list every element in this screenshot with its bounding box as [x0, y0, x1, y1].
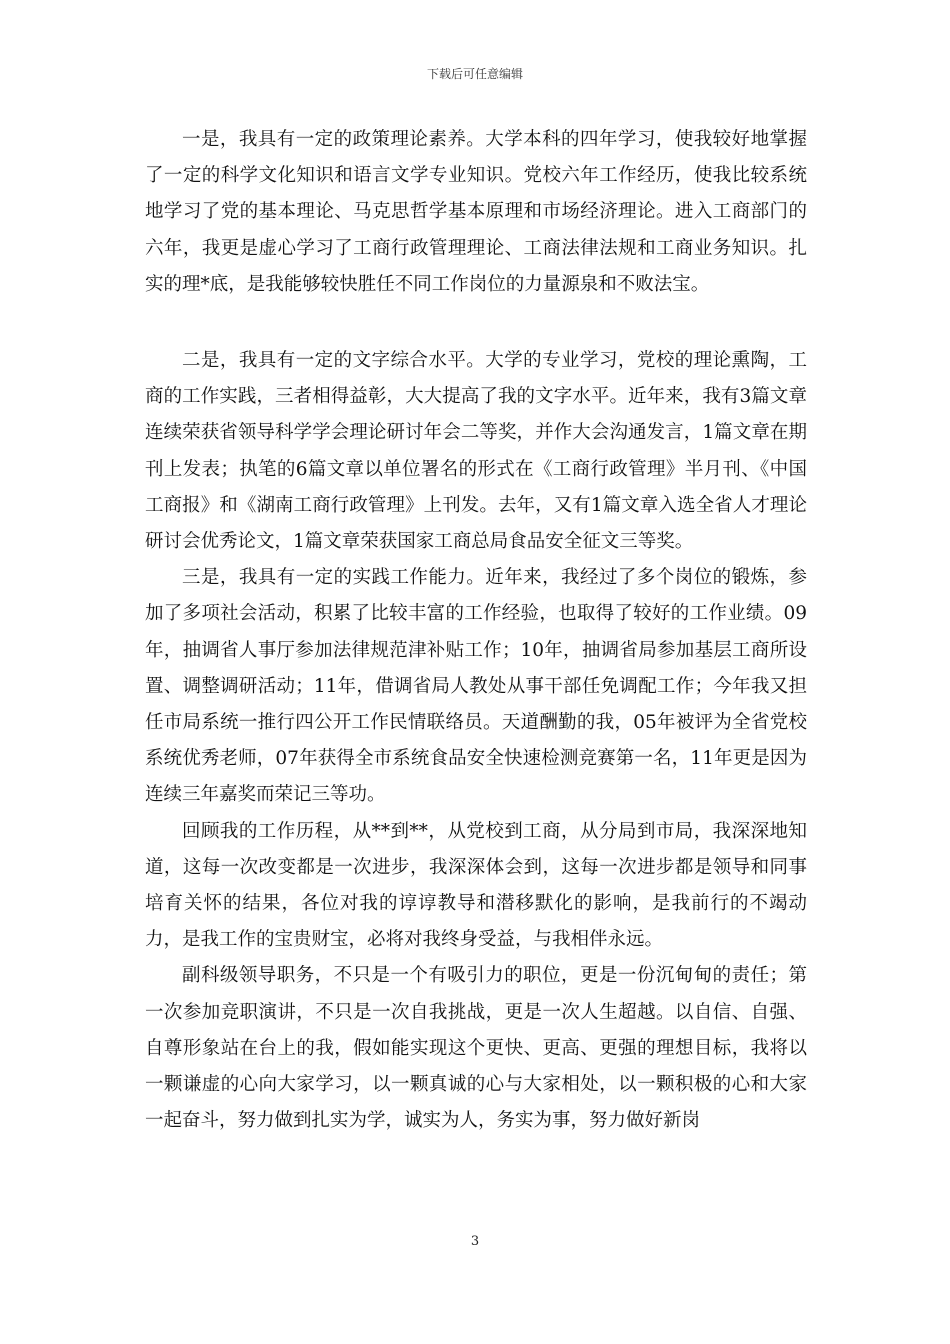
page-number: 3 — [470, 1234, 480, 1249]
paragraph-position-commitment: 副科级领导职务，不只是一个有吸引力的职位，更是一份沉甸甸的责任；第一次参加竞职演讲，不只是一次自我挑战，更是一次人生超越。以自信、自强、自尊形象站在台上的我，假如能实现这个更快、更高、更强的理想目标，我将以一颗谦虚的心向大家学习，以一颗真诚的心与大家相处，以一颗积极的心和大家一起奋斗，努力做到扎实为学，诚实为人，务实为事，努力做好新岗 — [145, 965, 807, 1132]
paragraph-career-review: 回顾我的工作历程，从**到**，从党校到工商，从分局到市局，我深深地知道，这每一次改变都是一次进步，我深深体会到，这每一次进步都是领导和同事培育关怀的结果，各位对我的谆谆教导和潜移默化的影响，是我前行的不竭动力，是我工作的宝贵财宝，必将对我终身受益，与我相伴永远。 — [145, 820, 807, 951]
page-header-note: 下载后可任意编辑 — [426, 67, 523, 81]
paragraph-practical-ability: 三是，我具有一定的实践工作能力。近年来，我经过了多个岗位的锻炼，参加了多项社会活动，积累了比较丰富的工作经验，也取得了较好的工作业绩。09年，抽调省人事厅参加法律规范津补贴工作；10年，抽调省局参加基层工商所设置、调整调研活动；11年，借调省局人教处从事干部任免调配工作；今年我又担任市局系统一推行四公开工作民情联络员。天道酬勤的我，05年被评为全省党校系统优秀老师，07年获得全市系统食品安全快速检测竞赛第一名，11年更是因为连续三年嘉奖而荣记三等功。 — [145, 567, 807, 806]
paragraph-policy-theory: 一是，我具有一定的政策理论素养。大学本科的四年学习，使我较好地掌握了一定的科学文化知识和语言文学专业知识。党校六年工作经历，使我比较系统地学习了党的基本理论、马克思哲学基本原理和市场经济理论。进入工商部门的六年，我更是虚心学习了工商行政管理理论、工商法律法规和工商业务知识。扎实的理*底，是我能够较快胜任不同工作岗位的力量源泉和不败法宝。 — [145, 129, 807, 295]
paragraph-writing-ability: 二是，我具有一定的文字综合水平。大学的专业学习，党校的理论熏陶，工商的工作实践，三者相得益彰，大大提高了我的文字水平。近年来，我有3篇文章连续荣获省领导科学学会理论研讨年会二等奖，并作大会沟通发言，1篇文章在期刊上发表；执笔的6篇文章以单位署名的形式在《工商行政管理》半月刊、《中国工商报》和《湖南工商行政管理》上刊发。去年，又有1篇文章入选全省人才理论研讨会优秀论文，1篇文章荣获国家工商总局食品安全征文三等奖。 — [145, 350, 807, 553]
document-body — [145, 122, 807, 1139]
